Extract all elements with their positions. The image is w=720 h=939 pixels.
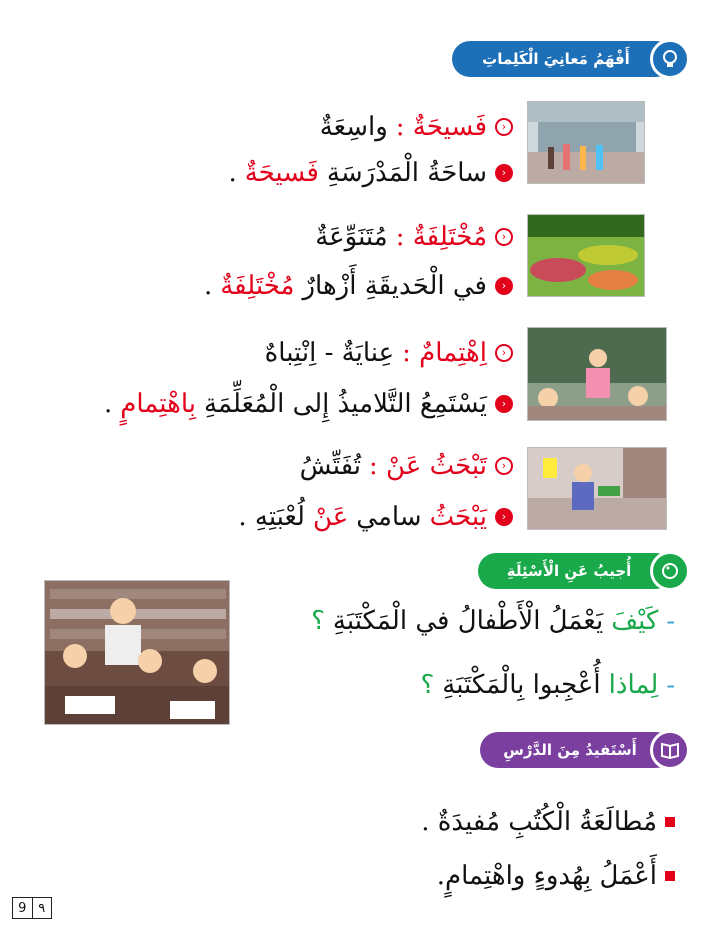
vocab-word: مُخْتَلِفَةٌ : — [395, 222, 487, 252]
photo-library-children — [44, 580, 230, 725]
question-text: أُعْجِبوا بِالْمَكْتَبَةِ — [442, 670, 601, 700]
vocab-meaning: مُتَنَوِّعَةٌ — [315, 222, 388, 252]
question-word: كَيْفَ — [611, 606, 659, 636]
example-highlight: فَسيحَةٌ — [244, 158, 319, 188]
section-title: أُجيبُ عَنِ الْأَسْئِلَةِ — [506, 562, 632, 580]
example-end: لُعْبَتِهِ . — [238, 502, 305, 532]
chevron-bullet-icon: ‹ — [495, 277, 513, 295]
chevron-bullet-icon: ‹ — [495, 508, 513, 526]
question-mark: ؟ — [420, 670, 435, 700]
section-title: أَفْهَمُ مَعانِيَ الْكَلِماتِ — [482, 50, 630, 68]
lesson-2 — [437, 859, 675, 893]
book-icon — [650, 730, 690, 770]
lightbulb-icon — [650, 39, 690, 79]
example-text: ساحَةُ الْمَدْرَسَةِ — [326, 158, 487, 188]
example-text: سامي — [356, 502, 422, 532]
photo-classroom — [527, 327, 667, 421]
square-bullet-icon — [665, 871, 675, 881]
question-word: لِماذا — [608, 670, 659, 700]
dash-bullet-icon: - — [666, 671, 675, 699]
page-number — [12, 897, 52, 919]
speech-face-icon — [650, 551, 690, 591]
section-title: أَسْتَفيدُ مِنَ الدَّرْسِ — [503, 741, 637, 759]
example-end: . — [103, 389, 113, 419]
section-header-lesson — [480, 732, 674, 768]
chevron-bullet-icon: ‹ — [495, 228, 513, 246]
vocab-meaning: عِنايَةٌ - اِنْتِباهٌ — [264, 338, 395, 368]
example-highlight-2: عَنْ — [312, 502, 349, 532]
question-text: يَعْمَلُ الْأَطْفالُ في الْمَكْتَبَةِ — [332, 606, 604, 636]
section-header-vocabulary — [452, 41, 674, 77]
chevron-bullet-icon: ‹ — [495, 395, 513, 413]
example-highlight: بِاهْتِمامٍ — [120, 389, 197, 419]
vocab-meaning: تُفَتِّشُ — [299, 451, 361, 481]
page-number-latin: 9 — [18, 900, 27, 916]
photo-school-courtyard — [527, 101, 645, 184]
example-highlight: يَبْحَثُ — [429, 502, 487, 532]
question-1 — [311, 604, 675, 638]
lesson-text: أَعْمَلُ بِهُدوءٍ واهْتِمامٍ. — [436, 861, 657, 891]
example-text: يَسْتَمِعُ التَّلاميذُ إِلى الْمُعَلِّمَةِ — [204, 389, 487, 419]
photo-boy-searching — [527, 447, 667, 530]
question-mark: ؟ — [311, 606, 325, 636]
example-end: . — [203, 271, 213, 301]
square-bullet-icon — [665, 817, 675, 827]
photo-garden — [527, 214, 645, 297]
lesson-1 — [421, 805, 675, 839]
example-highlight: مُخْتَلِفَةٌ — [220, 271, 295, 301]
chevron-bullet-icon: ‹ — [495, 457, 513, 475]
dash-bullet-icon: - — [666, 607, 675, 635]
vocab-word: فَسيحَةٌ : — [395, 112, 487, 142]
example-text: في الْحَديقَةِ أَزْهارٌ — [302, 271, 487, 301]
chevron-bullet-icon: ‹ — [495, 164, 513, 182]
page-number-arabic: ٩ — [32, 898, 52, 918]
lesson-text: مُطالَعَةُ الْكُتُبِ مُفيدَةٌ . — [421, 807, 657, 837]
vocab-meaning: واسِعَةٌ — [319, 112, 388, 142]
section-header-questions — [478, 553, 674, 589]
vocab-word: تَبْحَثُ عَنْ : — [369, 451, 487, 481]
example-end: . — [228, 158, 237, 188]
question-2 — [420, 668, 675, 702]
vocab-word: اِهْتِمامٌ : — [402, 338, 487, 368]
chevron-bullet-icon: ‹ — [495, 118, 513, 136]
chevron-bullet-icon: ‹ — [495, 344, 513, 362]
